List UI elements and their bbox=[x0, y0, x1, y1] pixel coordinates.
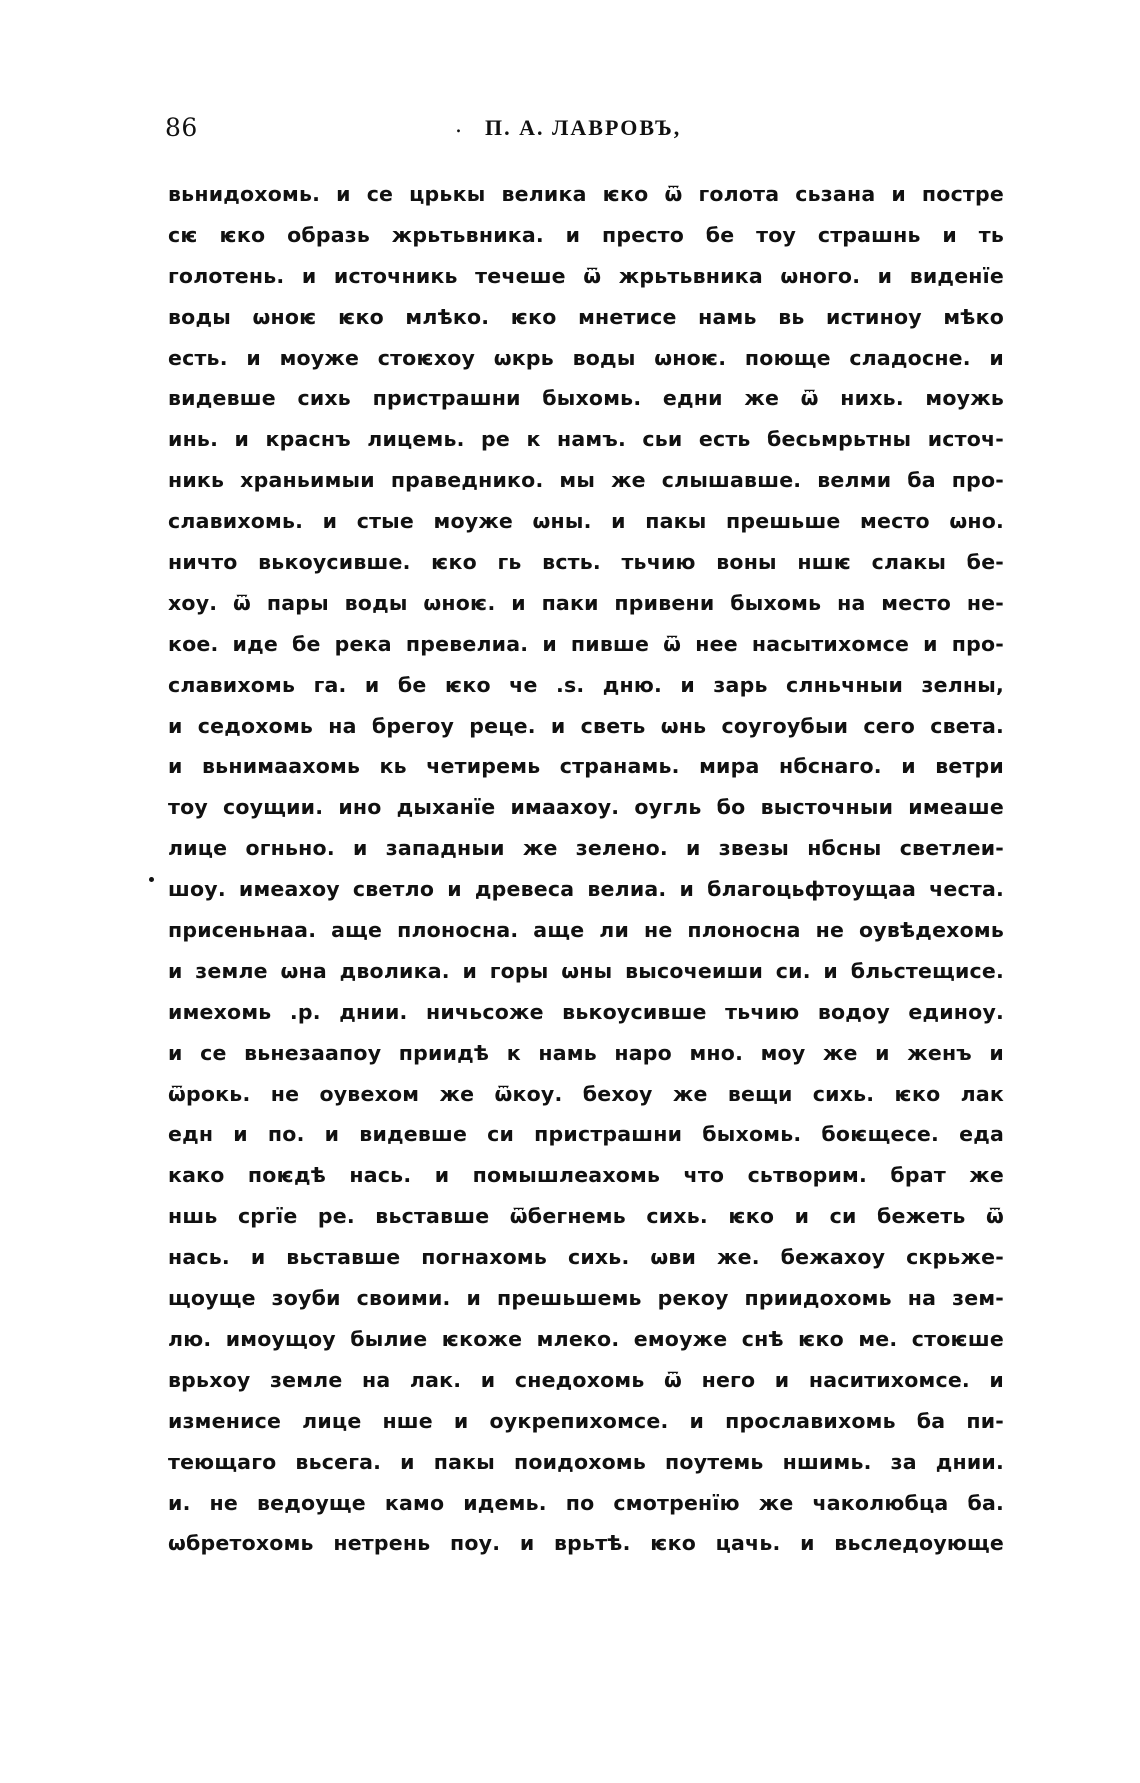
text-line: кое. иде бе река превелиа. и пивше ѿ нее насытихомсе и про- bbox=[168, 631, 1004, 656]
page-number: 86 bbox=[165, 113, 198, 142]
margin-dot-mark bbox=[149, 877, 154, 882]
text-line: славихомь га. и бе ѥко че .ѕ. дню. и зарь слньчныи зелны, bbox=[168, 672, 1004, 697]
text-line: никь храньимыи праведнико. мы же слышавше. велми ба про- bbox=[168, 468, 1004, 493]
text-line: и. не ведоуще камо идемь. по смотренїю же чаколюбца ба. bbox=[168, 1490, 1004, 1515]
text-line: видевше сихь пристрашни быхомь. едни же ѿ нихь. моужь bbox=[168, 386, 1004, 411]
text-line: и седохомь на брегоу реце. и светь ѡнь соугоубыи сего света. bbox=[168, 713, 1004, 738]
text-line: ѿрокь. не оувехом же ѿкоу. бехоу же вещи сихь. ѥко лак bbox=[168, 1081, 1004, 1106]
text-line: хоу. ѿ пары воды ѡноѥ. и паки привени быхомь на место не- bbox=[168, 590, 1004, 615]
text-line: есть. и моуже стоѥхоу ѡкрь воды ѡноѥ. поюще сладосне. и bbox=[168, 345, 1004, 370]
header-separator: . bbox=[455, 113, 462, 138]
text-line: присеньнаа. аще плоносна. аще ли не плоносна не оувѣдехомь bbox=[168, 918, 1004, 943]
text-line: имехомь .р. днии. ничьсоже вькоусивше тьчию водоу единоу. bbox=[168, 999, 1004, 1024]
text-line: нась. и вьставше погнахомь сихь. ѡви же. бежахоу скрьже- bbox=[168, 1245, 1004, 1270]
text-line: славихомь. и стые моуже ѡны. и пакы прешьше место ѡно. bbox=[168, 509, 1004, 534]
text-line: ѡбретохомь нетрень поу. и врьтѣ. ѥко цачь. и вьследоующе bbox=[168, 1531, 1004, 1556]
text-line: воды ѡноѥ ѥко млѣко. ѥко мнетисе намь вь истиноу мѣко bbox=[168, 304, 1004, 329]
text-line: лю. имоущоу былие ѥкоже млеко. емоуже снѣ ѥко ме. стоѥше bbox=[168, 1326, 1004, 1351]
text-line: едн и по. и видевше си пристрашни быхомь. боѥщесе. еда bbox=[168, 1122, 1004, 1147]
text-line: тоу соущии. ино дыханїе имаахоу. оугль бо высточныи имеаше bbox=[168, 795, 1004, 820]
text-line: теющаго вьсега. и пакы поидохомь поутемь ншимь. за днии. bbox=[168, 1449, 1004, 1474]
text-line: шоу. имеахоу светло и древеса велиа. и благоцьфтоущаа честа. bbox=[168, 877, 1004, 902]
text-line: како поѥдѣ нась. и помышлеахомь что сьтворим. брат же bbox=[168, 1163, 1004, 1188]
text-line: и вьнимаахомь кь четиремь странамь. мира нбснаго. и ветри bbox=[168, 754, 1004, 779]
text-line: врьхоу земле на лак. и снедохомь ѿ него и наситихомсе. и bbox=[168, 1367, 1004, 1392]
text-line: щоуще зоуби своими. и прешьшемь рекоу приидохомь на зем- bbox=[168, 1286, 1004, 1311]
running-title: П. А. ЛАВРОВЪ, bbox=[485, 115, 682, 140]
page-body-text bbox=[168, 174, 1004, 1564]
text-line: сѥ ѥко образь жрьтьвника. и престо бе тоу страшнь и ть bbox=[168, 222, 1004, 247]
text-line: изменисе лице нше и оукрепихомсе. и прославихомь ба пи- bbox=[168, 1408, 1004, 1433]
text-line: голотень. и источникь течеше ѿ жрьтьвника ѡного. и виденїе bbox=[168, 263, 1004, 288]
running-header bbox=[165, 108, 1005, 148]
text-line: ничто вькоусивше. ѥко гь всть. тьчию воны ншѥ слакы бе- bbox=[168, 550, 1004, 575]
text-line: инь. и краснъ лицемь. ре к намъ. сьи есть бесьмрьтны источ- bbox=[168, 427, 1004, 452]
text-line: ншь сргїе ре. вьставше ѿбегнемь сихь. ѥко и си бежеть ѿ bbox=[168, 1204, 1004, 1229]
text-line: лице огньно. и западныи же зелено. и звезы нбсны светлеи- bbox=[168, 836, 1004, 861]
text-line: и земле ѡна дволика. и горы ѡны высочеиши си. и бльстещисе. bbox=[168, 958, 1004, 983]
text-line: вьнидохомь. и се црькы велика ѥко ѿ голота сьзана и постре bbox=[168, 182, 1004, 206]
text-line: и се вьнезаапоу приидѣ к намь наро мно. моу же и женъ и bbox=[168, 1040, 1004, 1065]
